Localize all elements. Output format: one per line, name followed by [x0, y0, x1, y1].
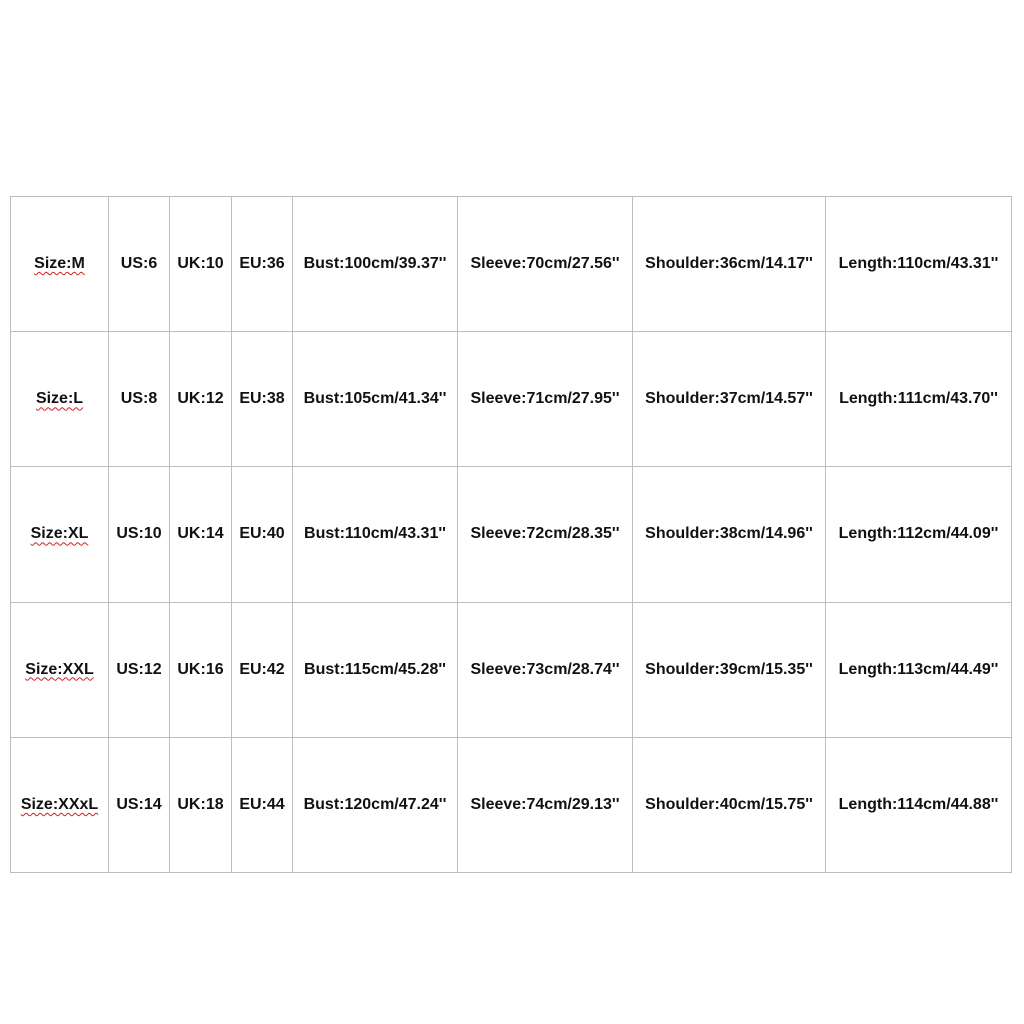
size-label: Size:M	[34, 255, 85, 273]
table-row	[11, 602, 1012, 737]
us-size-cell: US:10	[109, 467, 170, 602]
bust-cell: Bust:105cm/41.34''	[293, 332, 458, 467]
size-label: Size:XL	[30, 525, 89, 543]
length-cell: Length:113cm/44.49''	[826, 602, 1012, 737]
length-cell: Length:110cm/43.31''	[826, 197, 1012, 332]
uk-size-cell: UK:14	[170, 467, 232, 602]
bust-cell: Bust:120cm/47.24''	[293, 737, 458, 872]
sleeve-cell: Sleeve:70cm/27.56''	[458, 197, 633, 332]
sleeve-cell: Sleeve:73cm/28.74''	[458, 602, 633, 737]
table-row	[11, 737, 1012, 872]
uk-size-cell: UK:18	[170, 737, 232, 872]
uk-size-cell: UK:16	[170, 602, 232, 737]
us-size-cell: US:6	[109, 197, 170, 332]
bust-cell: Bust:100cm/39.37''	[293, 197, 458, 332]
size-cell	[11, 332, 109, 467]
length-cell: Length:112cm/44.09''	[826, 467, 1012, 602]
length-cell: Length:114cm/44.88''	[826, 737, 1012, 872]
size-cell	[11, 602, 109, 737]
eu-size-cell: EU:44	[232, 737, 293, 872]
bust-cell: Bust:115cm/45.28''	[293, 602, 458, 737]
us-size-cell: US:14	[109, 737, 170, 872]
eu-size-cell: EU:36	[232, 197, 293, 332]
shoulder-cell: Shoulder:39cm/15.35''	[633, 602, 826, 737]
eu-size-cell: EU:42	[232, 602, 293, 737]
table-row	[11, 467, 1012, 602]
table-row	[11, 197, 1012, 332]
shoulder-cell: Shoulder:36cm/14.17''	[633, 197, 826, 332]
uk-size-cell: UK:10	[170, 197, 232, 332]
sleeve-cell: Sleeve:74cm/29.13''	[458, 737, 633, 872]
shoulder-cell: Shoulder:37cm/14.57''	[633, 332, 826, 467]
size-label: Size:XXxL	[20, 795, 99, 813]
us-size-cell: US:12	[109, 602, 170, 737]
eu-size-cell: EU:38	[232, 332, 293, 467]
sleeve-cell: Sleeve:71cm/27.95''	[458, 332, 633, 467]
size-cell	[11, 197, 109, 332]
bust-cell: Bust:110cm/43.31''	[293, 467, 458, 602]
size-cell	[11, 737, 109, 872]
shoulder-cell: Shoulder:38cm/14.96''	[633, 467, 826, 602]
us-size-cell: US:8	[109, 332, 170, 467]
size-label: Size:XXL	[25, 660, 94, 678]
size-chart-table	[10, 196, 1012, 873]
length-cell: Length:111cm/43.70''	[826, 332, 1012, 467]
table-row	[11, 332, 1012, 467]
size-label: Size:L	[35, 390, 84, 408]
uk-size-cell: UK:12	[170, 332, 232, 467]
size-cell	[11, 467, 109, 602]
shoulder-cell: Shoulder:40cm/15.75''	[633, 737, 826, 872]
eu-size-cell: EU:40	[232, 467, 293, 602]
sleeve-cell: Sleeve:72cm/28.35''	[458, 467, 633, 602]
